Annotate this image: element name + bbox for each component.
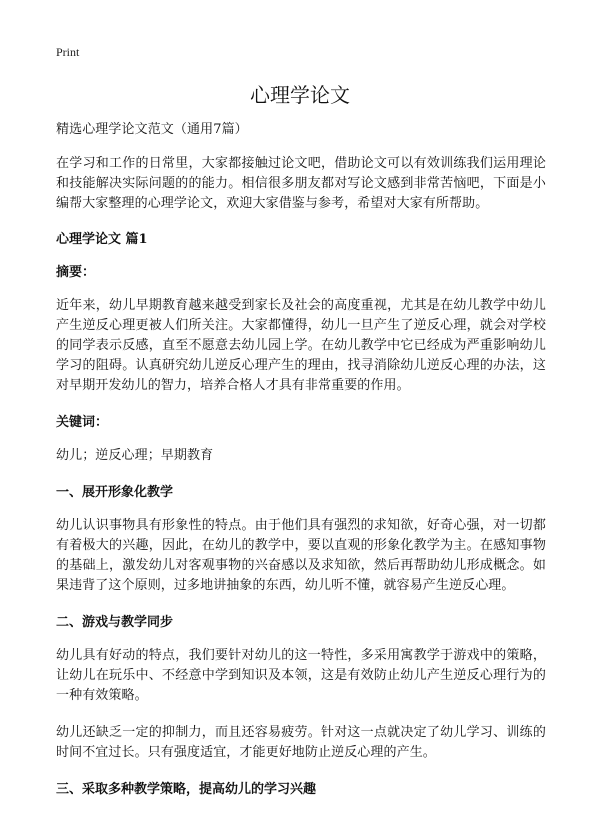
print-label: Print — [56, 45, 80, 59]
part1-paragraph: 幼儿认识事物具有形象性的特点。由于他们具有强烈的求知欲，好奇心强，对一切都有着极大的兴趣，因此，在幼儿的教学中，要以直观的形象化教学为主。在感知事物的基础上，激发幼儿对客观事物的兴奋感以及求知欲，然后再帮助幼儿形成概念。如果违背了这个原则，过多地讲抽象的东西，幼儿听不懂，就容易产生逆反心理。 — [56, 518, 546, 593]
keywords-text: 幼儿；逆反心理；早期教育 — [56, 448, 214, 463]
part3-heading: 三、采取多种教学策略，提高幼儿的学习兴趣 — [56, 782, 317, 797]
part2-paragraph-2: 幼儿还缺乏一定的抑制力，而且还容易疲劳。针对这一点就决定了幼儿学习、训练的时间不宜过长。只有强度适宜，才能更好地防止逆反心理的产生。 — [56, 725, 546, 760]
part1-heading: 一、展开形象化教学 — [56, 485, 174, 500]
page-title: 心理学论文 — [250, 83, 350, 107]
section-heading: 心理学论文 篇1 — [56, 232, 148, 247]
part2-paragraph-1: 幼儿具有好动的特点，我们要针对幼儿的这一特性，多采用寓教学于游戏中的策略，让幼儿在玩乐中、不经意中学到知识及本领，这是有效防止幼儿产生逆反心理行为的一种有效策略。 — [56, 648, 546, 703]
abstract-paragraph: 近年来，幼儿早期教育越来越受到家长及社会的高度重视，尤其是在幼儿教学中幼儿产生逆反心理更被人们所关注。大家都懂得，幼儿一旦产生了逆反心理，就会对学校的同学表示反感，直至不愿意去幼儿园上学。在幼儿教学中它已经成为严重影响幼儿学习的阻碍。认真研究幼儿逆反心理产生的理由，找寻消除幼儿逆反心理的办法，这对早期开发幼儿的智力，培养合格人才具有非常重要的作用。 — [56, 298, 546, 393]
intro-paragraph: 在学习和工作的日常里，大家都接触过论文吧，借助论文可以有效训练我们运用理论和技能解决实际问题的的能力。相信很多朋友都对写论文感到非常苦恼吧，下面是小编帮大家整理的心理学论文，欢迎大家借鉴与参考，希望对大家有所帮助。 — [56, 156, 546, 211]
part2-heading: 二、游戏与教学同步 — [56, 615, 174, 630]
document-body — [56, 120, 546, 813]
abstract-label: 摘要： — [56, 265, 96, 280]
document-subtitle: 精选心理学论文范文（通用7篇） — [56, 122, 248, 137]
keywords-label: 关键词： — [56, 415, 109, 430]
